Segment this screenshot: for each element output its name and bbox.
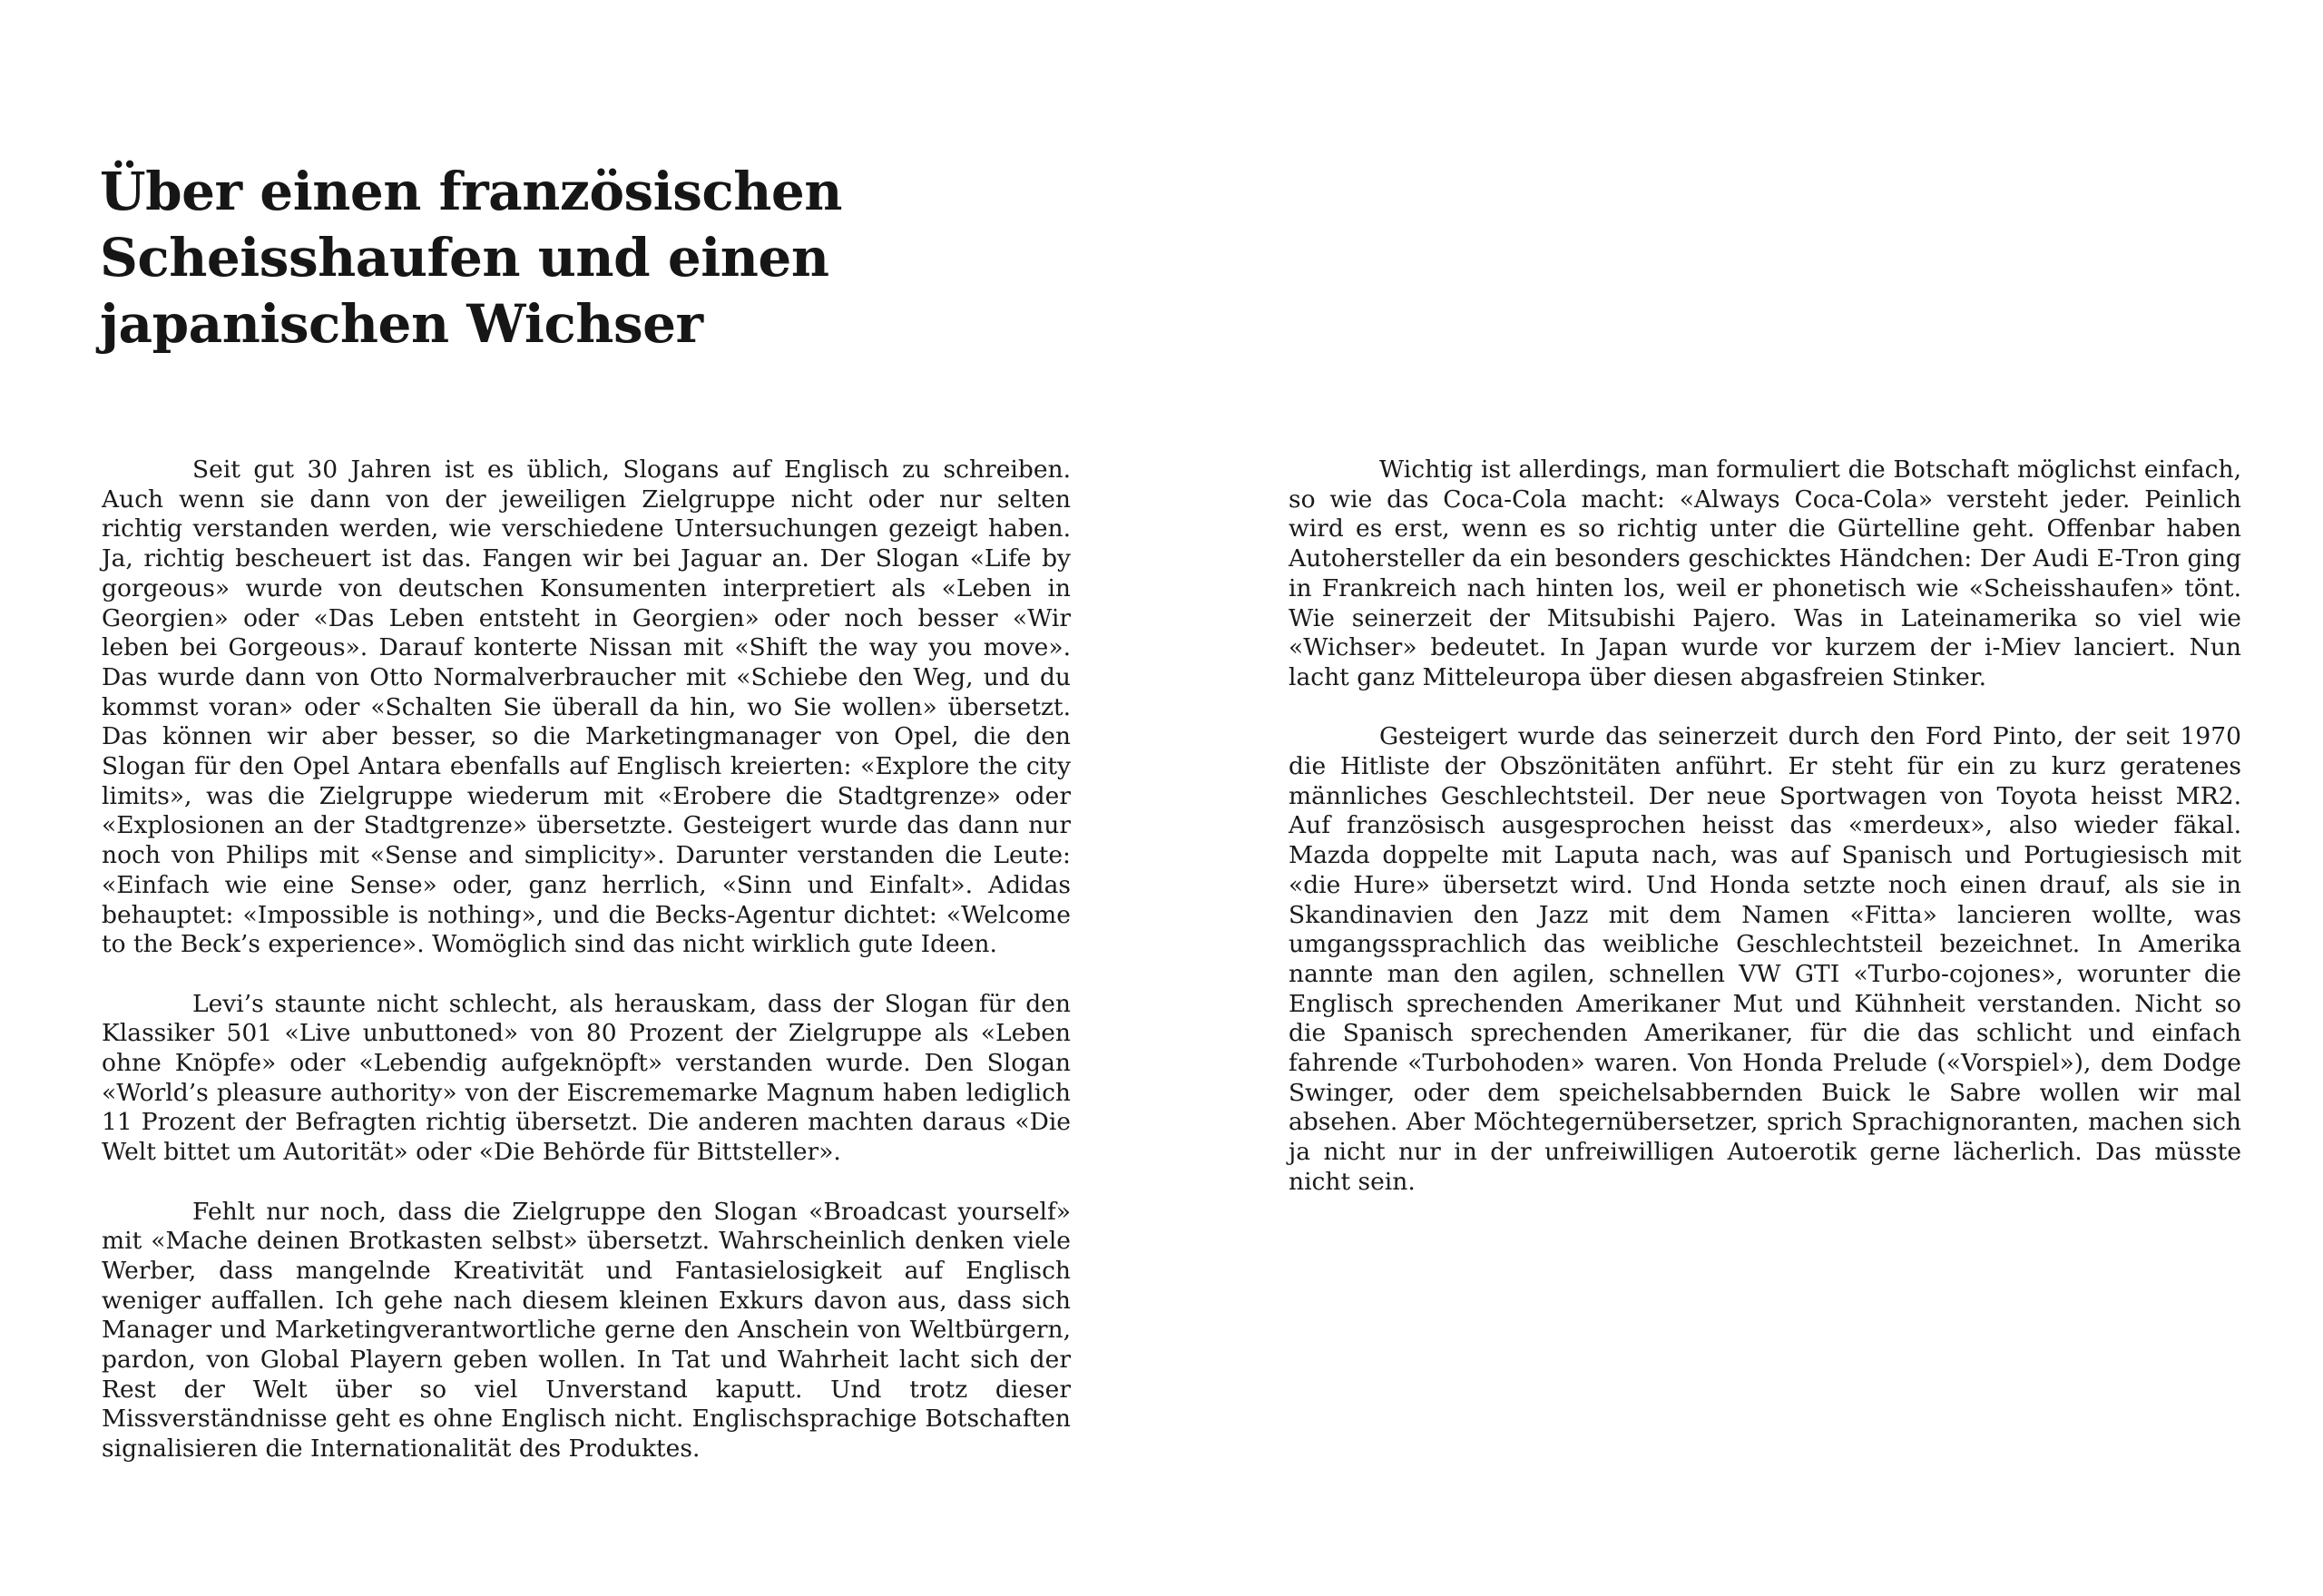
title-line: Über einen französischen [100,161,842,222]
paragraph: Seit gut 30 Jahren ist es üblich, Slogans auf Englisch zu schreiben. Auch wenn sie dann von der jeweiligen Zielgruppe nicht oder nur selten richtig verstanden werden, wie verschiedene Untersuchungen gezeigt haben. Ja, richtig bescheuert ist das. Fangen wir bei Jaguar an. Der Slogan «Life by gorgeous» wurde von deutschen Konsumenten interpretiert als «Leben in Georgien» oder «Das Leben entsteht in Georgien» oder noch besser «Wir leben bei Gorgeous». Darauf konterte Nissan mit «Shift the way you move». Das wurde dann von Otto Normalverbraucher mit «Schiebe den Weg, und du kommst voran» oder «Schalten Sie überall da hin, wo Sie wollen» übersetzt. Das können wir aber besser, so die Marketingmanager von Opel, die den Slogan für den Opel Antara ebenfalls auf Englisch kreierten: «Explore the city limits», was die Zielgruppe wiederum mit «Erobere die Stadtgrenze» oder «Explosionen an der Stadtgrenze» übersetzte. Gesteigert wurde das dann nur noch von Philips mit «Sense and simplicity». Darunter verstanden die Leute: «Einfach wie eine Sense» oder, ganz herrlich, «Sinn und Einfalt». Adidas behauptet: «Impossible is nothing», und die Becks-Agentur dichtet: «Welcome to the Beck’s experience». Womöglich sind das nicht wirklich gute Ideen. [102,455,1071,959]
article-title [100,159,1098,357]
paragraph: Fehlt nur noch, dass die Zielgruppe den Slogan «Broadcast yourself» mit «Mache deinen Brotkasten selbst» übersetzt. Wahrscheinlich denken viele Werber, dass mangelnde Kreativität und Fantasielosigkeit auf Englisch weniger auffallen. Ich gehe nach diesem kleinen Exkurs davon aus, dass sich Manager und Marketingverantwortliche gerne den Anschein von Weltbürgern, pardon, von Global Playern geben wollen. In Tat und Wahrheit lacht sich der Rest der Welt über so viel Unverstand kaputt. Und trotz dieser Missverständnisse geht es ohne Englisch nicht. Englischsprachige Botschaften signalisieren die Internationalität des Produktes. [102,1197,1071,1464]
title-line: japanischen Wichser [100,293,703,355]
title-line: Scheisshaufen und einen [100,227,829,289]
paragraph: Wichtig ist allerdings, man formuliert die Botschaft möglichst einfach, so wie das Coca-Cola macht: «Always Coca-Cola» versteht jeder. Peinlich wird es erst, wenn es so richtig unter die Gürtelline geht. Offenbar haben Autohersteller da ein besonders geschicktes Händchen: Der Audi E-Tron ging in Frankreich nach hinten los, weil er phonetisch wie «Scheisshaufen» tönt. Wie seinerzeit der Mitsubishi Pajero. Was in Lateinamerika so viel wie «Wichser» bedeutet. In Japan wurde vor kurzem der i-Miev lanciert. Nun lacht ganz Mitteleuropa über diesen abgasfreien Stinker. [1289,455,2241,691]
left-text-column [102,455,1071,1464]
right-text-column [1289,455,2241,1198]
paragraph: Gesteigert wurde das seinerzeit durch den Ford Pinto, der seit 1970 die Hitliste der Obszönitäten anführt. Er steht für ein zu kurz geratenes männliches Geschlechtsteil. Der neue Sportwagen von Toyota heisst MR2. Auf französisch ausgesprochen heisst das «merdeux», also wieder fäkal. Mazda doppelte mit Laputa nach, was auf Spanisch und Portugiesisch mit «die Hure» übersetzt wird. Und Honda setzte noch einen drauf, als sie in Skandinavien den Jazz mit dem Namen «Fitta» lancieren wollte, was umgangssprachlich das weibliche Geschlechtsteil bezeichnet. In Amerika nannte man den agilen, schnellen VW GTI «Turbo-cojones», worunter die Englisch sprechenden Amerikaner Mut und Kühnheit verstanden. Nicht so die Spanisch sprechenden Amerikaner, für die das schlicht und einfach fahrende «Turbohoden» waren. Von Honda Prelude («Vorspiel»), dem Dodge Swinger, oder dem speichelsabbernden Buick le Sabre wollen wir mal absehen. Aber Möchtegernübersetzer, sprich Sprachignoranten, machen sich ja nicht nur in der unfreiwilligen Autoerotik gerne lächerlich. Das müsste nicht sein. [1289,722,2241,1196]
paragraph: Levi’s staunte nicht schlecht, als herauskam, dass der Slogan für den Klassiker 501 «Live unbuttoned» von 80 Prozent der Zielgruppe als «Leben ohne Knöpfe» oder «Lebendig aufgeknöpft» verstanden wurde. Den Slogan «World’s pleasure authority» von der Eiscrememarke Magnum haben lediglich 11 Prozent der Befragten richtig übersetzt. Die anderen machten daraus «Die Welt bittet um Autorität» oder «Die Behörde für Bittsteller». [102,989,1071,1167]
